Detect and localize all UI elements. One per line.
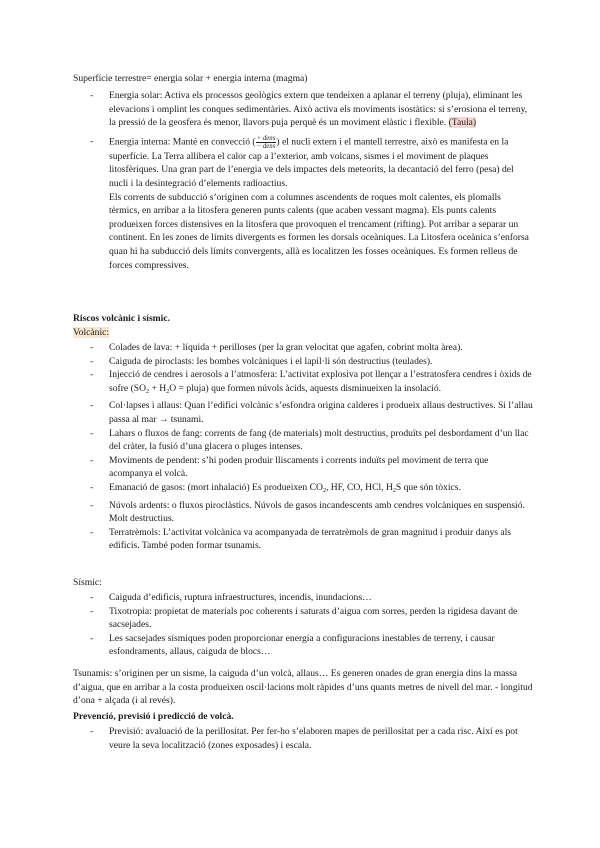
energy-list — [73, 89, 533, 272]
list-item: - Caiguda d’edificis, ruptura infraestructures, incendis, inundacions… — [90, 592, 372, 603]
volcanic-item-text: Caiguda de piroclasts: les bombes volcàniques i el lapil·li són destructius (teulades). — [109, 355, 433, 367]
list-item: - Terratrèmols: L’activitat volcànica va acompanyada de terratrèmols de gran magnitud i produir danys als edificis. També poden formar tsunamis. — [90, 526, 512, 552]
energy-internal-extra: Els corrents de subducció s’originen com a columnes ascendents de roques molt calentes, els plomalls tèrmics, en arribar a la litosfera generen punts calents (que acaben vessant magma). Els punts calents produeixen forces distensives en la litosfera que provoquen el trencament (rifting). Pot arribar a separar un continent. En les zones de límits divergents es formen les dorsals oceàniques. La Litosfera oceànica s’enforsa quan hi ha subducció dels límits convergents, allà es localitzen les fosses oceàniques. Es formen relleus de forces compressives. — [109, 191, 529, 271]
volcanic-label-line — [73, 326, 535, 340]
tsunami-paragraph: Tsunamis: s’originen per un sisme, la caiguda d’un volcà, allaus… Es generen onades de gran energia dins la massa d’aigua, que en arribar a la costa produeixen oscil·lacions molt ràpides d’uns quants metres de nivell del mar. - longitud d’ona + alçada (i al revés). — [73, 668, 533, 707]
list-item: - Caiguda de piroclasts: les bombes volcàniques i el lapil·li són destructius (teulades). — [90, 355, 433, 367]
volcanic-label: Volcànic: — [73, 327, 110, 338]
fraction-numerator: + dens — [256, 134, 276, 142]
bullet-dash: - — [90, 135, 94, 147]
prevention-list — [73, 725, 533, 752]
volcanic-list — [73, 341, 533, 553]
list-item: - Previsió: avaluació de la perillositat. Per fer-ho s’elaboren mapes de perillositat per a cada risc. Així es pot veure la seva localització (zones exposades) i escala. — [90, 726, 518, 751]
fraction-denominator: − dens — [256, 142, 276, 150]
list-item: - Col·lapses i allaus: Quan l’edifici volcànic s’esfondra origina calderes i produeix allaus destructives. Si l’allau passa al mar → tsunami. — [90, 400, 533, 425]
list-item: - Emanació de gasos: (mort inhalació) Es produeixen $CO_2$, HF, CO, HCl, $H_2S$ que són tòxics. — [90, 481, 461, 494]
list-item: - Injecció de cendres i aerosols a l’atmosfera: L’activitat explosiva pot llençar a l’estratosfera cendres i òxids de sofre ($SO_2 + H_2O$ = pluja) que formen núvols àcids, aquests disminueixen la insolació. — [90, 369, 532, 395]
prevention-heading: Prevenció, previsió i predicció de volcà. — [73, 711, 234, 722]
highlight-tag: (Taula) — [448, 117, 477, 129]
seismic-item-text: Caiguda d’edificis, ruptura infraestructures, incendis, inundacions… — [109, 592, 372, 603]
list-item: - Les sacsejades sísmiques poden proporcionar energia a configuracions inestables de terreny, i causar esfondraments, allaus, caiguda de blocs… — [90, 632, 495, 658]
bullet-dash: - — [90, 90, 94, 101]
volcanic-item-text: Moviments de pendent: s’hi poden produir lliscaments i corrents induïts pel moviment de terra que acompanya el volcà. — [109, 454, 489, 480]
volcanic-item-text: Lahars o fluxos de fang: corrents de fang (de materials) molt destructius, produïts pel desbordament d’un llac del cràter, la fusió d’una glacera o pluges intenses. — [109, 427, 529, 453]
intro-line: Superfície terrestre= energia solar + energia interna (magma) — [73, 73, 308, 84]
list-item: - Lahars o fluxos de fang: corrents de fang (de materials) molt destructius, produïts pel desbordament d’un llac del cràter, la fusió d’una glacera o pluges intenses. — [90, 427, 529, 453]
seismic-list — [73, 591, 533, 659]
energy-internal-text: ) el nucli extern i el mantell terrestre, això es manifesta en la superfície. La Terra allibera el calor cap a l’exterior, amb volcans, sismes i el moviment de plaques litosfèriques. Una gran part de l’energia ve dels impactes dels meteorits, la decantació del ferro (pesa) del nucli i la desintegració d’elements radioactius. — [109, 136, 514, 189]
volcanic-item-text: Colades de lava: + líquida + perilloses (per la gran velocitat que agafen, cobrint molta àrea). — [109, 342, 463, 353]
energy-internal-lead: Energia interna: Manté en convecció ( — [109, 136, 256, 148]
density-fraction — [256, 135, 277, 150]
volcanic-item-text: Terratrèmols: L’activitat volcànica va acompanyada de terratrèmols de gran magnitud i produir danys als edificis. També poden formar tsunamis. — [109, 526, 512, 552]
seismic-item-text: Les sacsejades sísmiques poden proporcionar energia a configuracions inestables de terreny, i causar esfondraments, allaus, caiguda de blocs… — [109, 632, 495, 658]
list-item — [73, 135, 533, 272]
list-item: - Tixotropia: propietat de materials poc coherents i saturats d’aigua com sorres, perden la rigidesa davant de sacsejades. — [90, 605, 518, 631]
list-item: - Moviments de pendent: s’hi poden produir lliscaments i corrents induïts pel moviment de terra que acompanya el volcà. — [90, 454, 489, 480]
risk-heading: Riscos volcànic i sísmic. — [73, 313, 170, 324]
list-item — [73, 89, 533, 130]
list-item: - Colades de lava: + líquida + perilloses (per la gran velocitat que agafen, cobrint molta àrea). — [90, 342, 463, 353]
seismic-label: Sísmic: — [73, 577, 102, 588]
energy-solar-text: Energia solar: Activa els processos geològics extern que tendeixen a aplanar el terreny (pluja), eliminant les elevacions i omplint les conques sedimentàries. Això activa els moviments isostàtics: si s’erosiona el terreny, la pressió de la geosfera és menor, llavors puja perquè és un moviment elàstic i flexible. — [109, 90, 528, 129]
seismic-item-text: Tixotropia: propietat de materials poc coherents i saturats d’aigua com sorres, perden la rigidesa davant de sacsejades. — [109, 605, 518, 631]
prevention-item-text: Previsió: avaluació de la perillositat. Per fer-ho s’elaboren mapes de perillositat per a cada risc. Així es pot veure la seva localització (zones exposades) i escala. — [109, 726, 518, 751]
volcanic-item-text: Col·lapses i allaus: Quan l’edifici volcànic s’esfondra origina calderes i produeix allaus destructives. Si l’allau passa al mar → tsunami. — [109, 400, 533, 425]
volcanic-item-text: Núvols ardents: o fluxos piroclàstics. Núvols de gasos incandescents amb cendres volcàniques en suspensió. Molt destructius. — [109, 499, 525, 525]
list-item: - Núvols ardents: o fluxos piroclàstics. Núvols de gasos incandescents amb cendres volcàniques en suspensió. Molt destructius. — [90, 499, 525, 525]
